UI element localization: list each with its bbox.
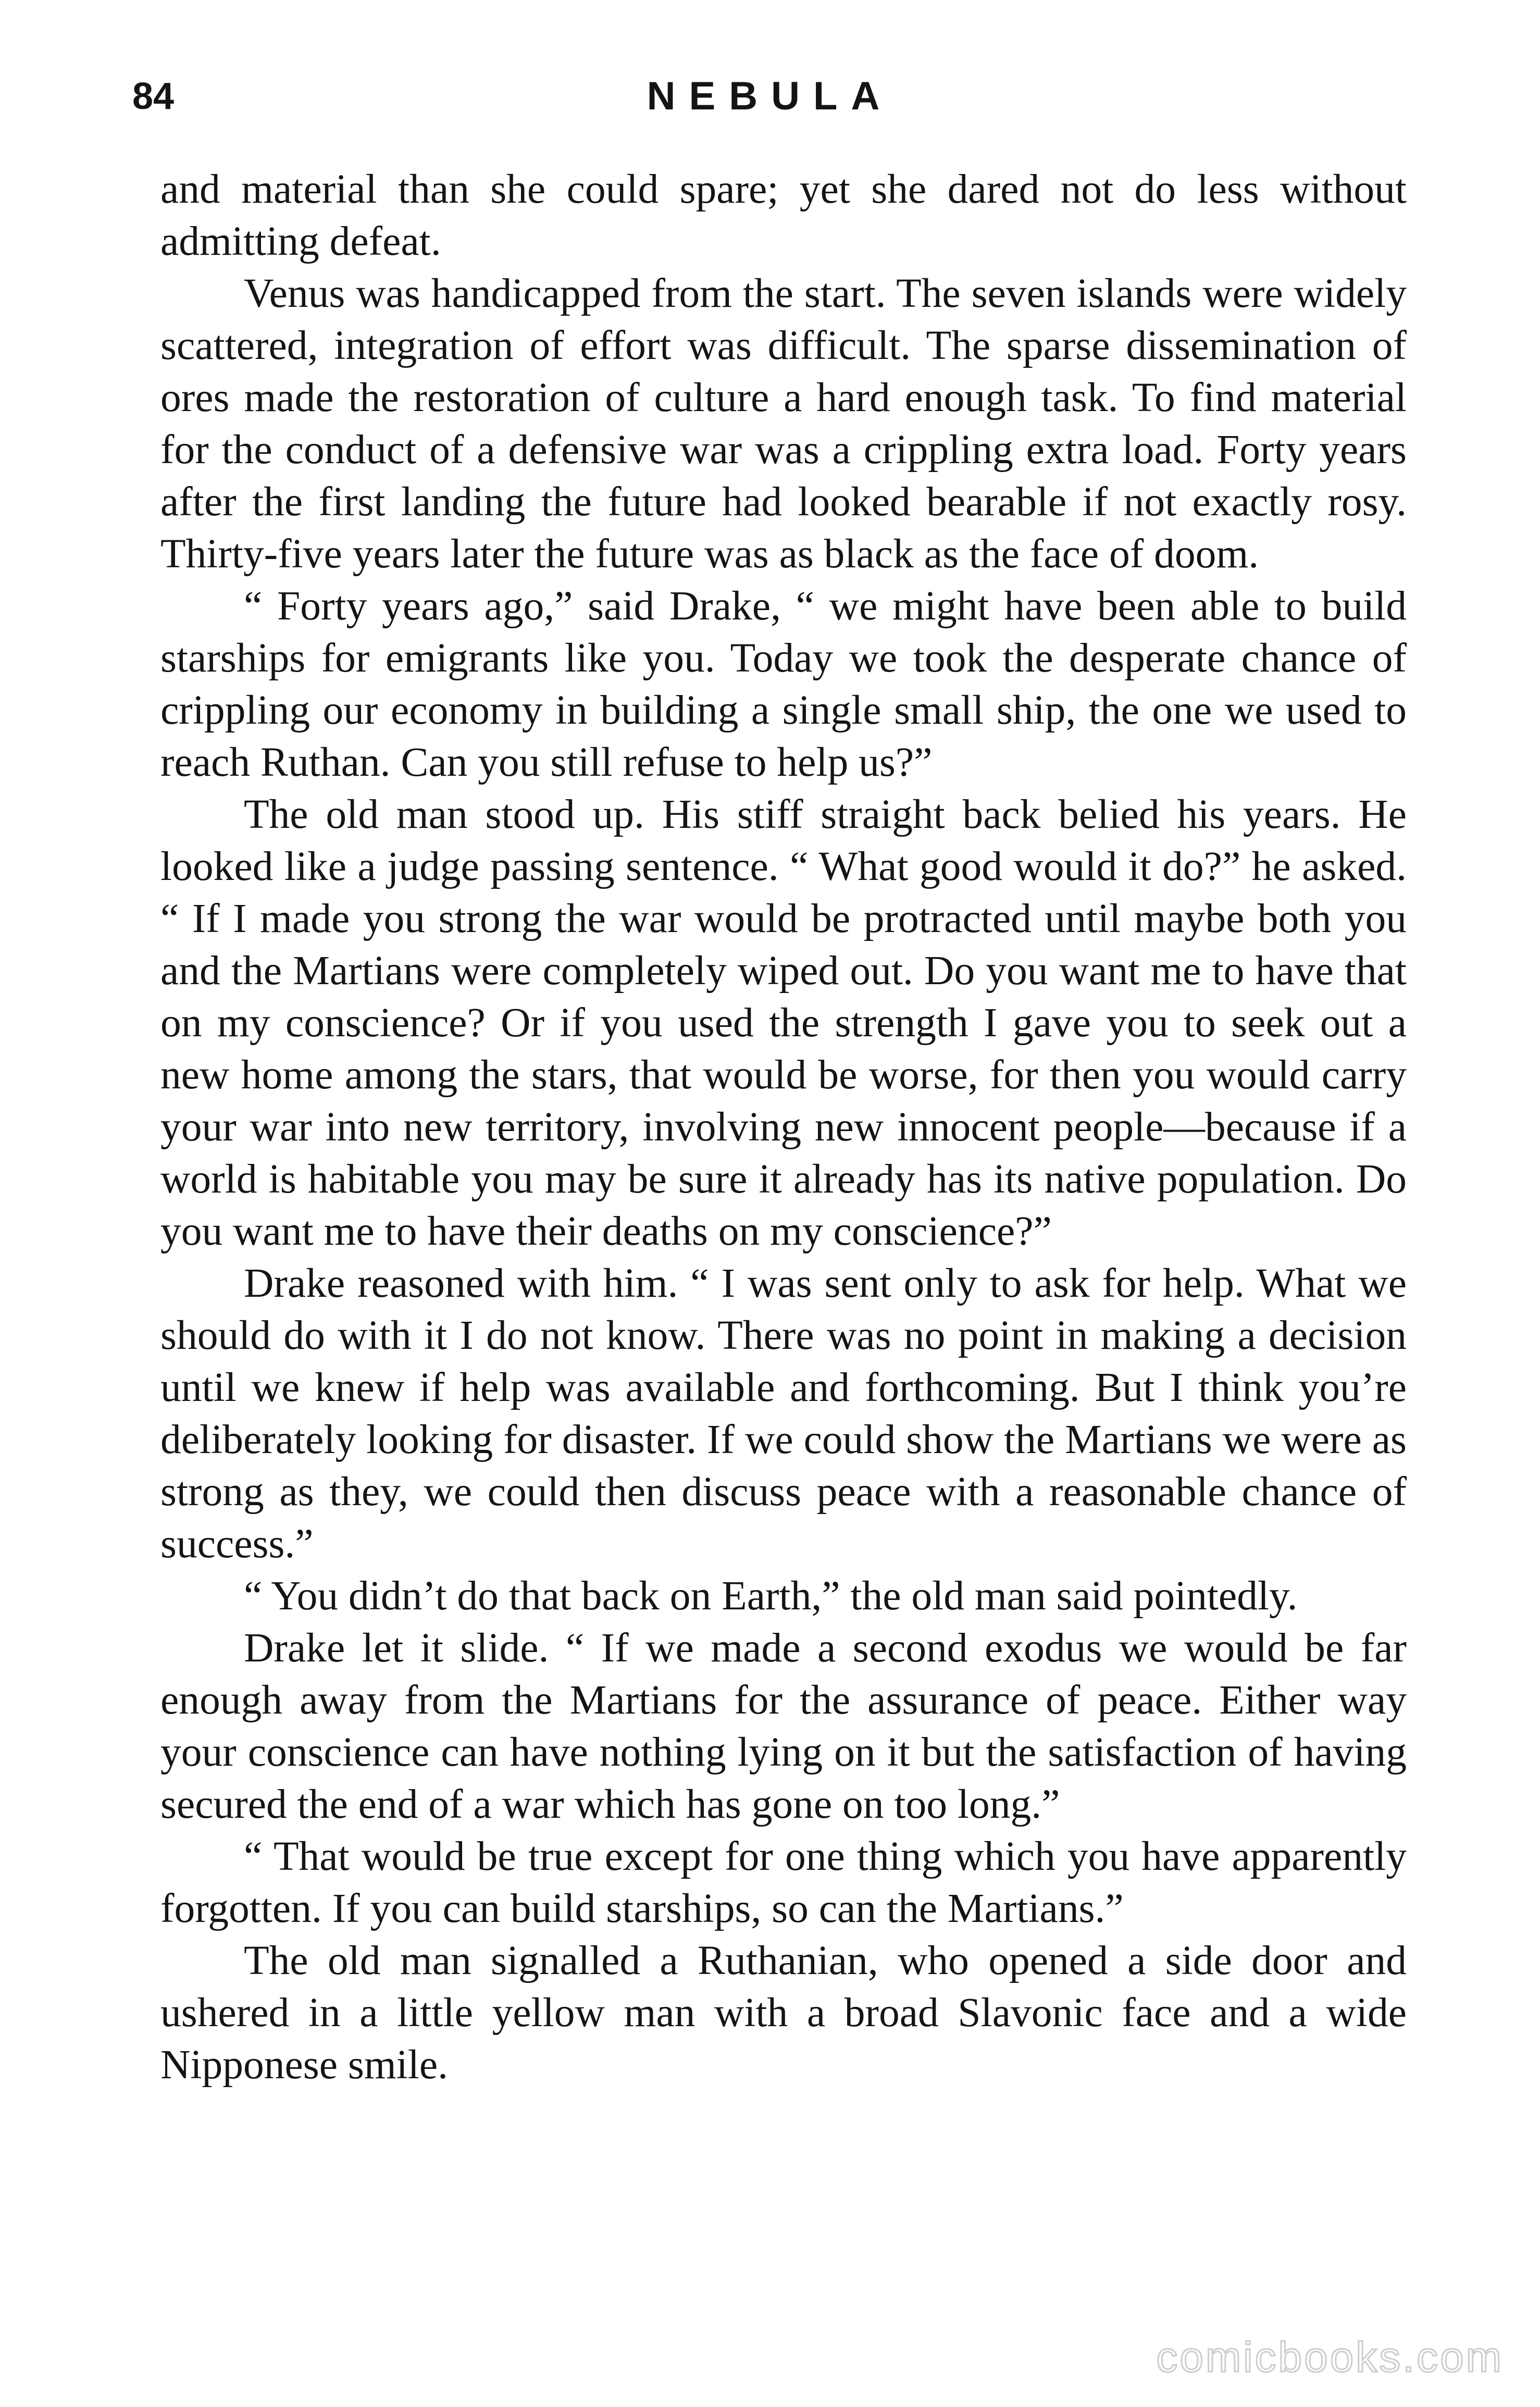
paragraph-continued: and material than she could spare; yet she dared not do less without admitting defeat.: [160, 166, 1407, 264]
paragraph-second-exodus: Drake let it slide. “ If we made a second exodus we would be far enough away from the Martians for the assurance of peace. Either way your conscience can have nothing lying on it but the satisfaction of having secured the end of a war which has gone on too long.”: [160, 1625, 1407, 1827]
paragraph-back-on-earth: “ You didn’t do that back on Earth,” the old man said pointedly.: [244, 1573, 1298, 1619]
paragraph-drake-reasons: Drake reasoned with him. “ I was sent only to ask for help. What we should do with it I do not know. There was no point in making a decision until we knew if help was available and forthcoming. But I think you’re deliberately looking for disaster. If we could show the Martians we were as strong as they, we could then discuss peace with a reasonable chance of success.”: [160, 1260, 1407, 1567]
paragraph-ruthanian-door: The old man signalled a Ruthanian, who opened a side door and ushered in a little yellow man with a broad Slavonic face and a wide Nipponese smile.: [160, 1938, 1407, 2088]
paragraph-old-man-refusal: The old man stood up. His stiff straight back belied his years. He looked like a judge passing sentence. “ What good would it do?” he asked. “ If I made you strong the war would be protracted until maybe both you and the Martians were completely wiped out. Do you want me to have that on my conscience? Or if you used the strength I gave you to seek out a new home among the stars, that would be worse, for then you would carry your war into new territory, involving new innocent people—because if a world is habitable you may be sure it already has its native population. Do you want me to have their deaths on my conscience?”: [160, 791, 1407, 1254]
paragraph-venus-handicap: Venus was handicapped from the start. The seven islands were widely scattered, integration of effort was difficult. The sparse dissemination of ores made the restoration of culture a hard enough task. To find material for the conduct of a defensive war was a crippling extra load. Forty years after the first landing the future had looked bearable if not exactly rosy. Thirty-five years later the future was as black as the face of doom.: [160, 270, 1407, 577]
running-title: NEBULA: [647, 74, 893, 118]
paragraph-drake-starships: “ Forty years ago,” said Drake, “ we might have been able to build starships for emigrants like you. Today we took the desperate chance of crippling our economy in building a single small ship, the one we used to reach Ruthan. Can you still refuse to help us?”: [160, 583, 1407, 785]
watermark: comicbooks.com: [1156, 2334, 1504, 2381]
running-head: [0, 65, 1540, 128]
paragraph-martians-starships: “ That would be true except for one thing which you have apparently forgotten. If you can build starships, so can the Martians.”: [160, 1833, 1407, 1931]
page-number: 84: [132, 76, 175, 117]
body-text: [160, 163, 1407, 2091]
